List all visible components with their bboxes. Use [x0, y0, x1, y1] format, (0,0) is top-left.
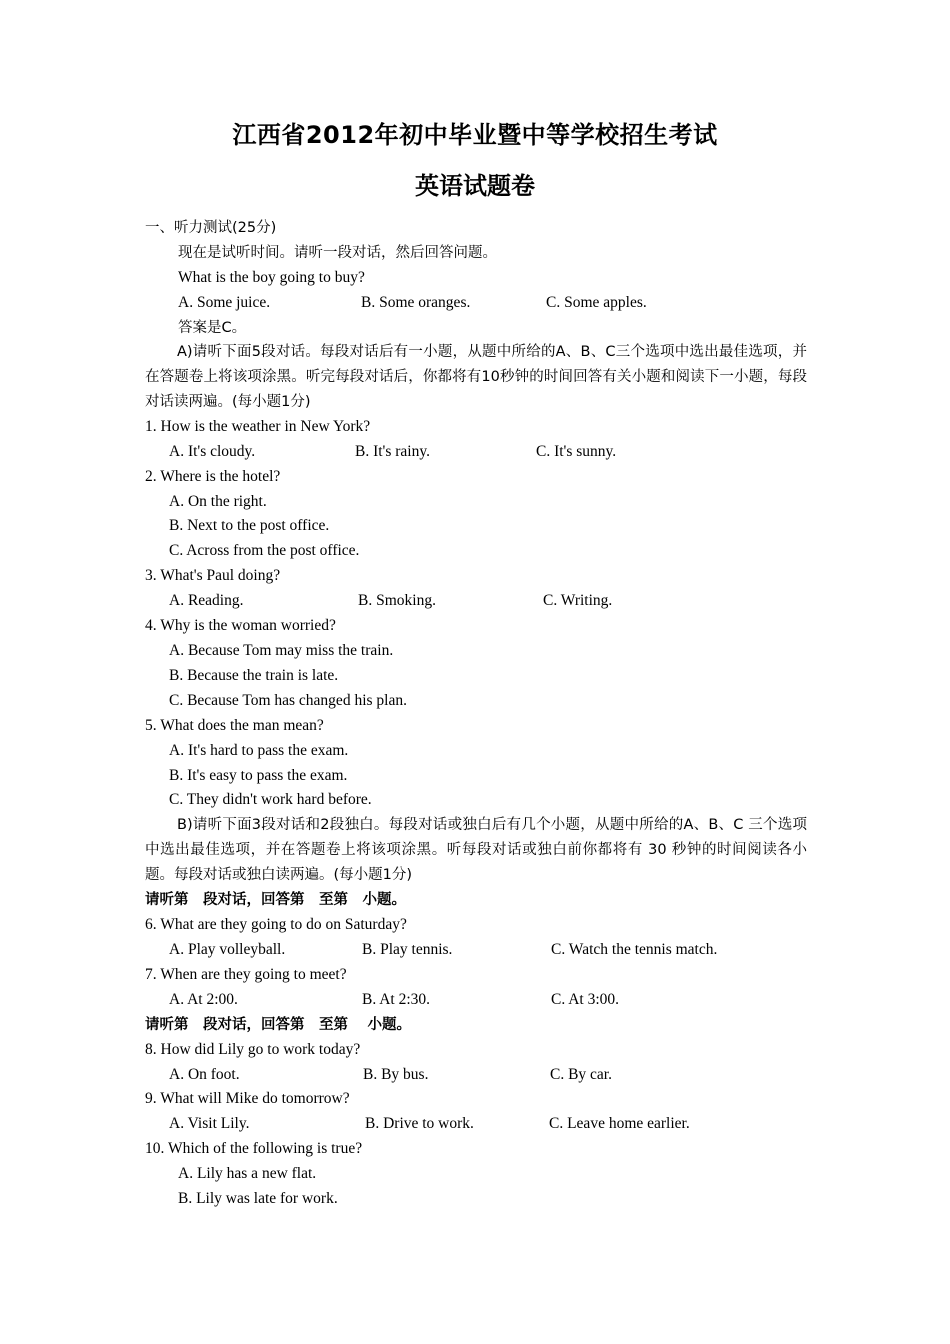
question-10: 10. Which of the following is true?	[145, 1140, 363, 1157]
q1-option-a: A. It's cloudy.	[169, 443, 256, 460]
q6-option-b: B. Play tennis.	[362, 941, 453, 958]
q6-option-c: C. Watch the tennis match.	[551, 941, 718, 958]
q2-option-c: C. Across from the post office.	[169, 542, 360, 559]
question-2: 2. Where is the hotel?	[145, 468, 281, 485]
question-7: 7. When are they going to meet?	[145, 966, 347, 983]
group-label-2: 请听第 段对话，回答第 至第 小题。	[145, 1017, 412, 1033]
q10-option-a: A. Lily has a new flat.	[178, 1165, 317, 1182]
sample-option-c: C. Some apples.	[546, 294, 647, 311]
sample-intro: 现在是试听时间。请听一段对话，然后回答问题。	[178, 245, 497, 261]
sample-answer: 答案是C。	[178, 320, 247, 336]
q5-option-c: C. They didn't work hard before.	[169, 791, 372, 808]
q4-option-a: A. Because Tom may miss the train.	[169, 642, 394, 659]
sample-option-a: A. Some juice.	[178, 294, 271, 311]
q8-option-b: B. By bus.	[363, 1066, 429, 1083]
q3-option-c: C. Writing.	[543, 592, 613, 609]
section-heading: 一、听力测试(25分)	[145, 220, 277, 236]
q5-option-b: B. It's easy to pass the exam.	[169, 767, 348, 784]
q2-option-b: B. Next to the post office.	[169, 517, 330, 534]
q8-option-a: A. On foot.	[169, 1066, 240, 1083]
question-6: 6. What are they going to do on Saturday?	[145, 916, 407, 933]
q3-option-b: B. Smoking.	[358, 592, 436, 609]
question-9: 9. What will Mike do tomorrow?	[145, 1090, 350, 1107]
q6-option-a: A. Play volleyball.	[169, 941, 286, 958]
question-5: 5. What does the man mean?	[145, 717, 324, 734]
q7-option-a: A. At 2:00.	[169, 991, 238, 1008]
q3-option-a: A. Reading.	[169, 592, 244, 609]
q9-option-b: B. Drive to work.	[365, 1115, 474, 1132]
q9-option-c: C. Leave home earlier.	[549, 1115, 690, 1132]
q4-option-b: B. Because the train is late.	[169, 667, 339, 684]
q2-option-a: A. On the right.	[169, 493, 267, 510]
group-label-1: 请听第 段对话，回答第 至第 小题。	[145, 892, 406, 908]
q4-option-c: C. Because Tom has changed his plan.	[169, 692, 407, 709]
sample-question: What is the boy going to buy?	[178, 269, 365, 286]
q10-option-b: B. Lily was late for work.	[178, 1190, 338, 1207]
part-a-instructions: A)请听下面5段对话。每段对话后有一小题，从题中所给的A、B、C三个选项中选出最佳选项，并在答题卷上将该项涂黑。听完每段对话后，你都将有10秒钟的时间回答有关小题和阅读下一小题，每段对话读两遍。(每小题1分)	[145, 344, 807, 410]
exam-subtitle: 英语试题卷	[415, 172, 535, 200]
question-3: 3. What's Paul doing?	[145, 567, 281, 584]
question-1: 1. How is the weather in New York?	[145, 418, 371, 435]
q1-option-c: C. It's sunny.	[536, 443, 617, 460]
question-8: 8. How did Lily go to work today?	[145, 1041, 361, 1058]
q7-option-b: B. At 2:30.	[362, 991, 431, 1008]
sample-option-b: B. Some oranges.	[361, 294, 471, 311]
q7-option-c: C. At 3:00.	[551, 991, 620, 1008]
question-4: 4. Why is the woman worried?	[145, 617, 336, 634]
q8-option-c: C. By car.	[550, 1066, 612, 1083]
part-b-instructions: B)请听下面3段对话和2段独白。每段对话或独白后有几个小题，从题中所给的A、B、C 三个选项中选出最佳选项，并在答题卷上将该项涂黑。听每段对话或独白前你都将有 30 秒钟的时间阅读各小题。每段对话或独白读两遍。(每小题1分)	[145, 817, 807, 883]
q9-option-a: A. Visit Lily.	[169, 1115, 250, 1132]
q1-option-b: B. It's rainy.	[355, 443, 430, 460]
q5-option-a: A. It's hard to pass the exam.	[169, 742, 349, 759]
exam-title: 江西省2012年初中毕业暨中等学校招生考试	[232, 121, 718, 149]
